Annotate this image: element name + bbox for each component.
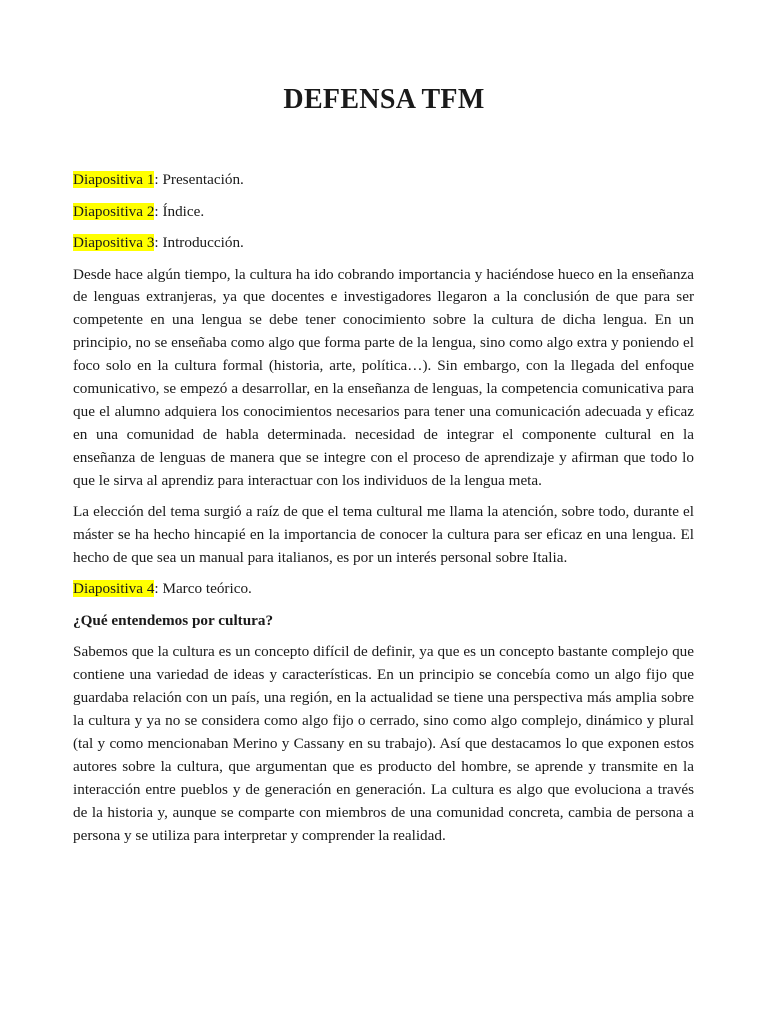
document-body [73, 169, 694, 856]
intro-paragraph-2: La elección del tema surgió a raíz de que el tema cultural me llama la atención, sobre todo, durante el máster se ha hecho hincapié en la importancia de conocer la cultura para ser eficaz en una lengua. El hecho de que sea un manual para italianos, es por un interés personal sobre Italia. [73, 503, 694, 566]
slide-description: : Índice. [154, 202, 205, 220]
slide-line-3 [73, 232, 694, 255]
section-question-heading: ¿Qué entendemos por cultura? [73, 611, 274, 629]
slide-label-highlight: Diapositiva 1 [73, 171, 155, 188]
slide-line-4 [73, 578, 694, 601]
slide-line-1 [73, 169, 694, 192]
slide-description: : Introducción. [154, 234, 244, 251]
intro-paragraph-1: Desde hace algún tiempo, la cultura ha ido cobrando importancia y haciéndose hueco en la enseñanza de lenguas extranjeras, ya que docentes e investigadores llegaron a la conclusión de que para ser competente en una lengua se debe tener conocimiento sobre la cultura de dicha lengua. En un principio, no se enseñaba como algo que forma parte de la lengua, sino como algo extra y poniendo el foco solo en la cultura formal (historia, arte, política…). Sin embargo, con la llegada del enfoque comunicativo, se empezó a desarrollar, en la enseñanza de lenguas, la competencia comunicativa para que el alumno adquiera los conocimientos necesarios para tener una comunicación adecuada y eficaz en una comunidad de habla determinada. necesidad de integrar el componente cultural en la enseñanza de lenguas de manera que se integre con el proceso de aprendizaje y afirman que todo lo que le sirva al aprendiz para interactuar con los individuos de la lengua meta. [73, 265, 694, 489]
document-title: DEFENSA TFM [283, 84, 485, 115]
theory-paragraph: Sabemos que la cultura es un concepto difícil de definir, ya que es un concepto bastante complejo que contiene una variedad de ideas y características. En un principio se concebía como un algo fijo que guardaba relación con un país, una región, en la actualidad se tiene una perspectiva más amplia sobre la cultura y ya no se considera como algo fijo o cerrado, sino como algo complejo, dinámico y plural (tal y como mencionaban Merino y Cassany en su trabajo). Así que destacamos lo que exponen estos autores sobre la cultura, que argumentan que es producto del hombre, se aprende y transmite en la interacción entre pueblos y de generación en generación. La cultura es algo que evoluciona a través de la historia y, aunque se comparte con miembros de una comunidad concreta, cambia de persona a persona y se utiliza para interpretar y comprender la realidad. [73, 643, 694, 844]
slide-description: : Presentación. [154, 171, 244, 188]
slide-line-2 [73, 201, 694, 224]
slide-label-highlight: Diapositiva 3 [73, 234, 155, 251]
slide-label-highlight: Diapositiva 4 [73, 580, 155, 598]
slide-description: : Marco teórico. [154, 580, 252, 598]
slide-label-highlight: Diapositiva 2 [73, 202, 155, 220]
